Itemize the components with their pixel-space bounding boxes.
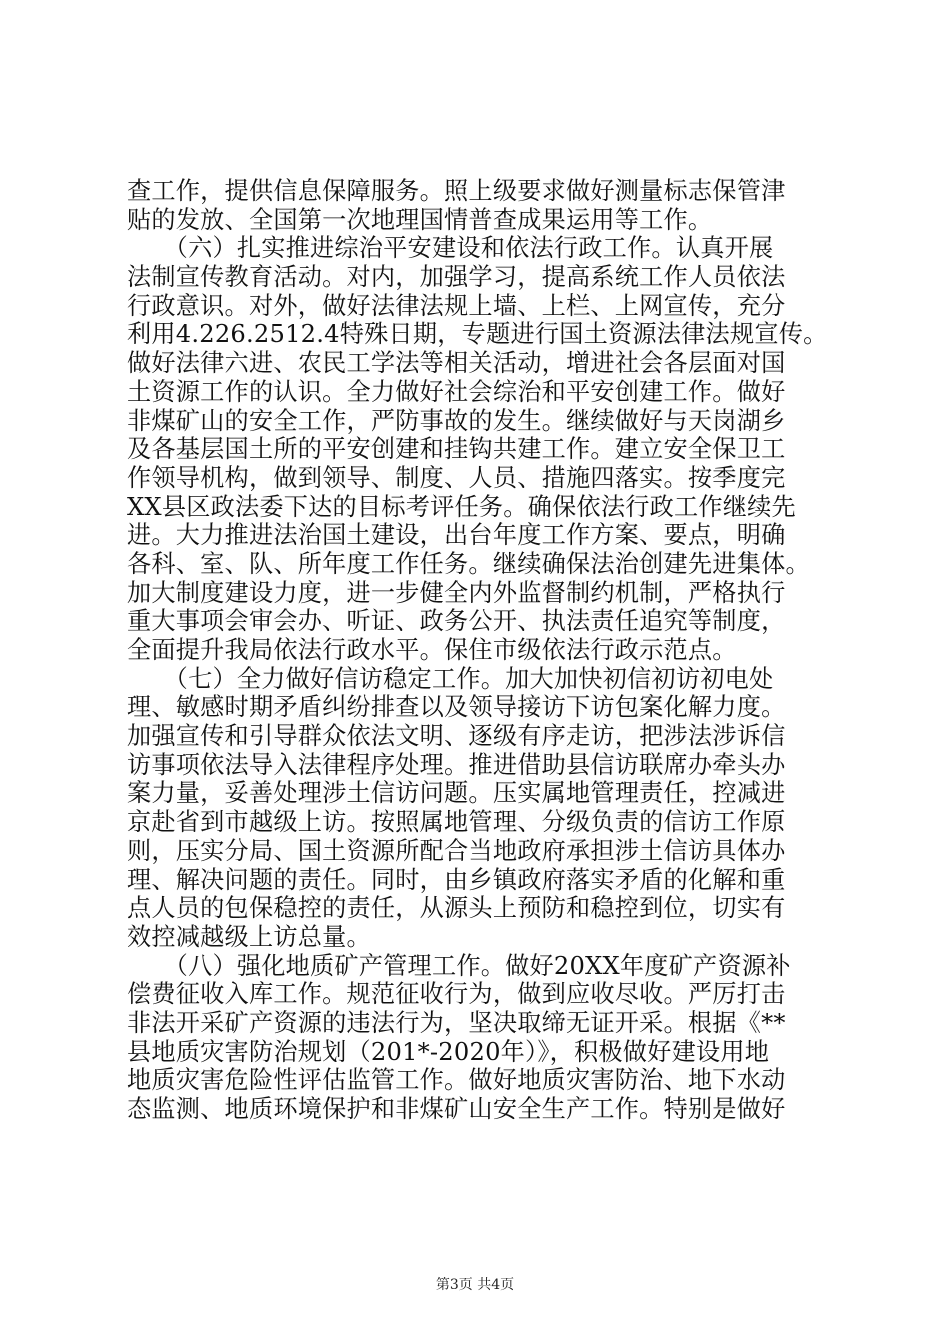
text-line: 进。大力推进法治国土建设，出台年度工作方案、要点，明确	[127, 521, 786, 550]
text-line: （六）扎实推进综治平安建设和依法行政工作。认真开展	[127, 234, 774, 263]
text-line: 非法开采矿产资源的违法行为，坚决取缔无证开采。根据《**	[127, 1008, 786, 1037]
text-line: 理、解决问题的责任。同时，由乡镇政府落实矛盾的化解和重	[127, 865, 786, 894]
text-line: 京赴省到市越级上访。按照属地管理、分级负责的信访工作原	[127, 808, 786, 837]
text-line: 点人员的包保稳控的责任，从源头上预防和稳控到位，切实有	[127, 894, 786, 923]
text-line: （七）全力做好信访稳定工作。加大加快初信初访初电处	[127, 664, 774, 693]
text-line: XX县区政法委下达的目标考评任务。确保依法行政工作继续先	[127, 492, 796, 521]
text-line: 土资源工作的认识。全力做好社会综治和平安创建工作。做好	[127, 377, 786, 406]
text-line: 态监测、地质环境保护和非煤矿山安全生产工作。特别是做好	[127, 1095, 786, 1123]
text-line: 及各基层国土所的平安创建和挂钩共建工作。建立安全保卫工	[127, 435, 786, 464]
text-line: 加大制度建设力度，进一步健全内外监督制约机制，严格执行	[127, 578, 786, 607]
page-footer	[0, 1275, 950, 1295]
text-line: 加强宣传和引导群众依法文明、逐级有序走访，把涉法涉诉信	[127, 722, 786, 751]
text-line: 查工作，提供信息保障服务。照上级要求做好测量标志保管津	[127, 177, 786, 205]
text-line: （八）强化地质矿产管理工作。做好20XX年度矿产资源补	[127, 951, 791, 980]
text-line: 利用4.226.2512.4特殊日期，专题进行国土资源法律法规宣传。	[127, 320, 828, 349]
text-line: 全面提升我局依法行政水平。保住市级依法行政示范点。	[127, 636, 737, 664]
text-line: 贴的发放、全国第一次地理国情普查成果运用等工作。	[127, 205, 713, 234]
body-text	[127, 177, 827, 1124]
text-line: 效控减越级上访总量。	[127, 922, 371, 951]
page-number-label: 第3页 共4页	[435, 1277, 515, 1293]
text-line: 理、敏感时期矛盾纠纷排查以及领导接访下访包案化解力度。	[127, 693, 786, 722]
text-line: 行政意识。对外，做好法律法规上墙、上栏、上网宣传，充分	[127, 291, 786, 320]
text-line: 偿费征收入库工作。规范征收行为，做到应收尽收。严厉打击	[127, 980, 786, 1009]
text-line: 非煤矿山的安全工作，严防事故的发生。继续做好与天岗湖乡	[127, 406, 786, 435]
text-line: 案力量，妥善处理涉土信访问题。压实属地管理责任，控减进	[127, 779, 786, 808]
text-line: 访事项依法导入法律程序处理。推进借助县信访联席办牵头办	[127, 750, 786, 779]
text-line: 地质灾害危险性评估监管工作。做好地质灾害防治、地下水动	[127, 1066, 786, 1095]
text-line: 县地质灾害防治规划（201*-2020年）》，积极做好建设用地	[127, 1037, 770, 1066]
text-line: 各科、室、队、所年度工作任务。继续确保法治创建先进集体。	[127, 549, 810, 578]
text-line: 重大事项会审会办、听证、政务公开、执法责任追究等制度，	[127, 607, 786, 636]
text-line: 做好法律六进、农民工学法等相关活动，增进社会各层面对国	[127, 349, 786, 378]
text-line: 则，压实分局、国土资源所配合当地政府承担涉土信访具体办	[127, 836, 786, 865]
text-line: 作领导机构，做到领导、制度、人员、措施四落实。按季度完	[127, 463, 786, 492]
text-line: 法制宣传教育活动。对内，加强学习，提高系统工作人员依法	[127, 263, 786, 292]
